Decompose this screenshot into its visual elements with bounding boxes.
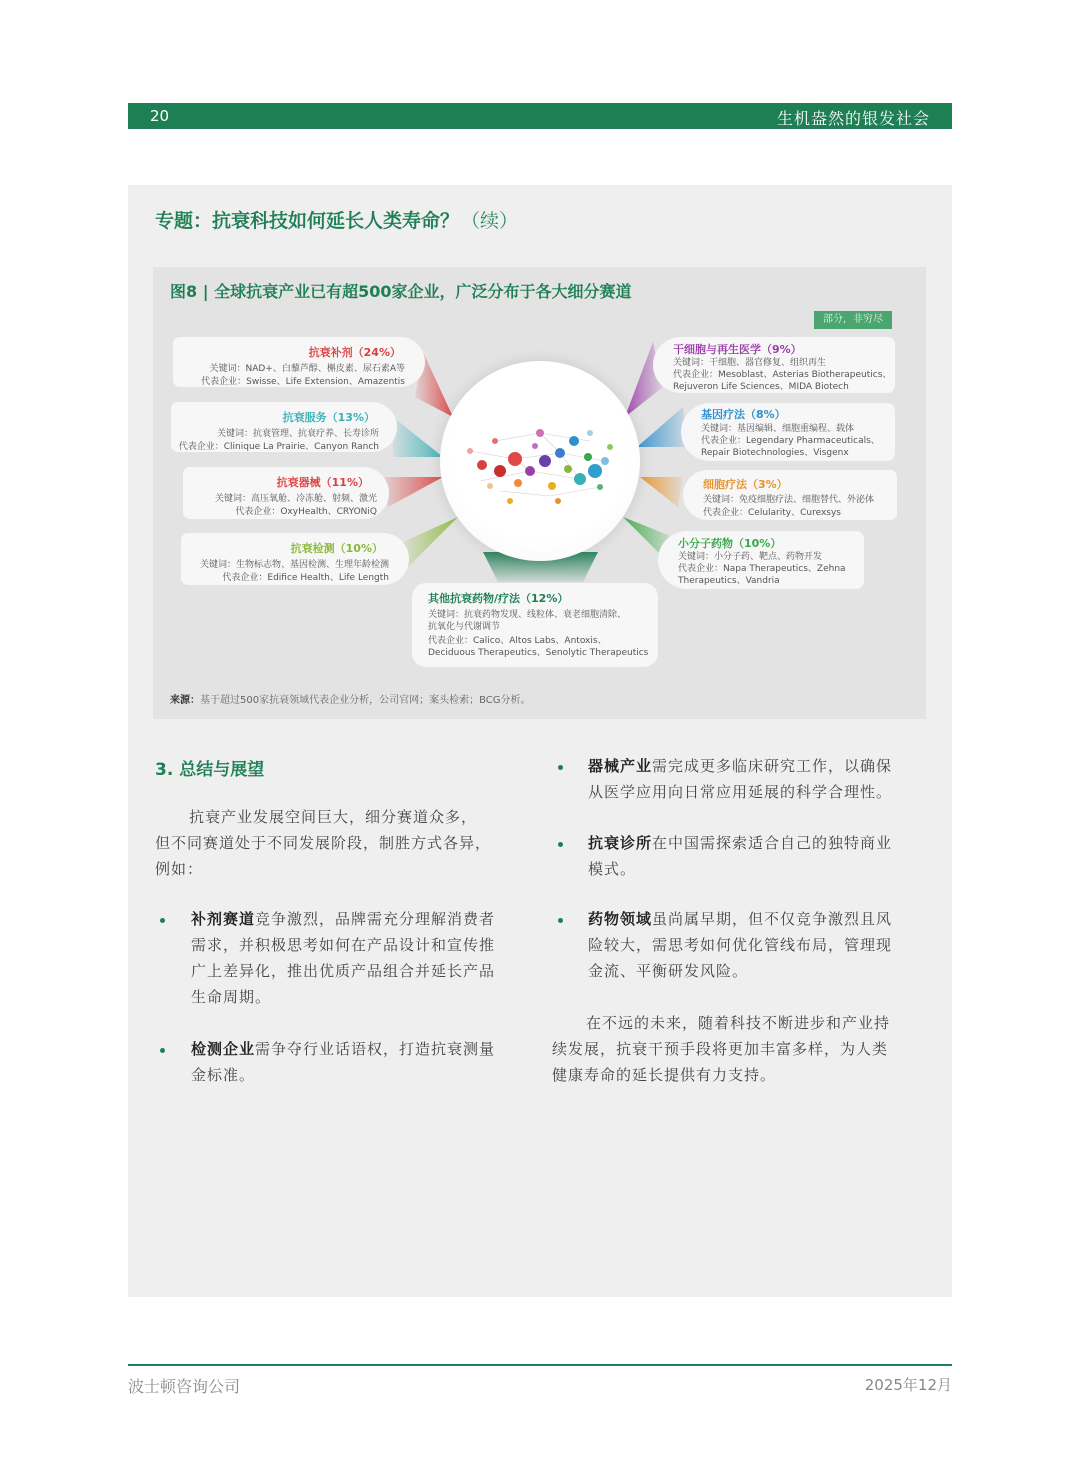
segment-keywords: 关键词：基因编辑、细胞重编程、载体: [701, 424, 855, 434]
bullet-bold: 补剂赛道: [191, 910, 256, 928]
topic-title: [155, 206, 518, 233]
closing-line: 健康寿命的延长提供有力支持。: [552, 1066, 777, 1084]
segment-companies: 代表企业：Calico、Altos Labs、Antoxis、: [428, 636, 607, 646]
topic-title-text: 专题：抗衰科技如何延长人类寿命？: [155, 210, 460, 232]
figure-source: [170, 691, 531, 706]
segment-testing: [181, 533, 409, 585]
bullet-line: 需求，并积极思考如何在产品设计和宣传推: [191, 936, 496, 954]
section-heading: 3. 总结与展望: [155, 760, 265, 780]
bullet-dot: [558, 918, 563, 923]
bullet-line: 模式。: [588, 860, 637, 878]
closing-line: 续发展，抗衰干预手段将更加丰富多样，为人类: [552, 1040, 889, 1058]
bullet-line: 金标准。: [191, 1066, 256, 1084]
segment-keywords: 关键词：抗衰管理、抗衰疗养、长寿诊所: [216, 429, 379, 439]
bullet-bold: 抗衰诊所: [588, 834, 653, 852]
segment-name: 抗衰服务（13%）: [282, 411, 375, 424]
segment-name: 基因疗法（8%）: [701, 408, 786, 421]
segment-cell-therapy: [683, 470, 897, 520]
intro-line: 例如：: [155, 860, 204, 878]
footer-company: 波士顿咨询公司: [128, 1377, 241, 1396]
running-title: 生机盎然的银发社会: [776, 109, 930, 128]
closing-line: 在不远的未来，随着科技不断进步和产业持: [586, 1014, 891, 1032]
segment-gene-therapy: [681, 403, 895, 461]
segment-name: 其他抗衰药物/疗法（12%）: [428, 592, 569, 605]
segment-keywords: 关键词：生物标志物、基因检测、生理年龄检测: [199, 560, 389, 570]
segment-small-molecules: [658, 531, 864, 589]
bullet-dot: [160, 918, 165, 923]
page-number: 20: [150, 107, 170, 125]
bullet-line: 从医学应用向日常应用延展的科学合理性。: [588, 783, 893, 801]
segment-companies: 代表企业：Edifice Health、Life Length: [222, 573, 389, 583]
segment-companies-cont: Deciduous Therapeutics、Senolytic Therapeutics: [428, 648, 649, 658]
network-graphic: [440, 361, 640, 561]
bullet-line: 金流、平衡研发风险。: [588, 962, 749, 980]
segment-companies: 代表企业：Clinique La Prairie、Canyon Ranch: [178, 442, 379, 452]
figure-title: 图8 | 全球抗衰产业已有超500家企业，广泛分布于各大细分赛道: [170, 282, 632, 301]
segment-companies-cont: Repair Biotechnologies、Visgenx: [701, 448, 849, 458]
segment-supplements: [173, 337, 425, 387]
segment-name: 抗衰检测（10%）: [290, 542, 383, 555]
bullet-devices: [588, 753, 933, 805]
bullet-dot: [558, 765, 563, 770]
segment-keywords: 关键词：免疫细胞疗法、细胞替代、外泌体: [703, 495, 875, 505]
bullet-dot: [160, 1048, 165, 1053]
segment-companies: 代表企业：Legendary Pharmaceuticals、: [701, 436, 880, 446]
figure-8: [153, 267, 926, 719]
bullet-line: 在中国需探索适合自己的独特商业: [652, 834, 893, 852]
segment-services: [171, 402, 397, 452]
segment-companies: 代表企业：Napa Therapeutics、Zehna: [678, 564, 846, 574]
segment-companies: 代表企业：Celularity、Curexsys: [703, 508, 841, 518]
segment-devices: [183, 467, 389, 519]
source-text: 基于超过500家抗衰领域代表企业分析，公司官网；案头检索；BCG分析。: [200, 695, 531, 706]
footer-rule: [128, 1364, 952, 1366]
segment-name: 抗衰补剂（24%）: [308, 346, 401, 359]
segment-keywords-cont: 抗氧化与代谢调节: [428, 622, 501, 632]
segment-other-drugs: [412, 583, 658, 667]
bullet-line: 需争夺行业话语权，打造抗衰测量: [255, 1040, 496, 1058]
topic-continued: （续）: [461, 210, 519, 232]
segment-keywords: 关键词：NAD+、白藜芦醇、槲皮素、尿石素A等: [209, 364, 405, 374]
bullet-line: 竞争激烈，品牌需充分理解消费者: [255, 910, 496, 928]
segment-companies: 代表企业：Swisse、Life Extension、Amazentis: [201, 377, 405, 387]
bullet-line: 险较大，需思考如何优化管线布局，管理现: [588, 936, 893, 954]
intro-line: 抗衰产业发展空间巨大，细分赛道众多，: [189, 808, 478, 826]
segment-name: 干细胞与再生医学（9%）: [673, 343, 802, 356]
footer-date: 2025年12月: [864, 1376, 952, 1394]
segment-name: 小分子药物（10%）: [678, 537, 782, 550]
bullet-line: 广上差异化，推出优质产品组合并延长产品: [191, 962, 496, 980]
segment-keywords: 关键词：高压氧舱、冷冻舱、射频、激光: [214, 494, 377, 504]
closing-paragraph: [552, 1010, 937, 1088]
bullet-clinics: [588, 830, 933, 882]
bullet-line: 需完成更多临床研究工作，以确保: [652, 757, 893, 775]
intro-paragraph: [155, 804, 535, 882]
partial-tag: 部分，非穷尽: [814, 311, 892, 329]
bullet-bold: 药物领域: [588, 910, 653, 928]
segment-stem-cells: [653, 337, 895, 393]
segment-keywords: 关键词：抗衰药物发现、线粒体、衰老细胞清除、: [428, 610, 627, 620]
bullet-drugs: [588, 906, 933, 984]
segment-companies-cont: Therapeutics、Vandria: [678, 576, 780, 586]
source-label: 来源：: [170, 695, 200, 706]
bullet-line: 生命周期。: [191, 988, 272, 1006]
segment-keywords: 关键词：干细胞、器官修复、组织再生: [673, 358, 827, 368]
segment-keywords: 关键词：小分子药、靶点、药物开发: [678, 552, 823, 562]
bullet-dot: [558, 842, 563, 847]
segment-companies: 代表企业：OxyHealth、CRYONiQ: [235, 507, 377, 517]
bullet-supplements: [191, 906, 536, 1010]
page-header-bar: [128, 103, 952, 129]
bullet-bold: 器械产业: [588, 757, 653, 775]
network-circle: [440, 361, 640, 561]
segment-name: 细胞疗法（3%）: [703, 478, 788, 491]
segment-name: 抗衰器械（11%）: [276, 476, 369, 489]
bullet-testing: [191, 1036, 536, 1088]
bullet-line: 虽尚属早期，但不仅竞争激烈且风: [652, 910, 893, 928]
segment-companies: 代表企业：Mesoblast、Asterias Biotherapeutics、: [673, 370, 892, 380]
intro-line: 但不同赛道处于不同发展阶段，制胜方式各异，: [155, 834, 492, 852]
segment-companies-cont: Rejuveron Life Sciences、MIDA Biotech: [673, 382, 849, 392]
bullet-bold: 检测企业: [191, 1040, 256, 1058]
